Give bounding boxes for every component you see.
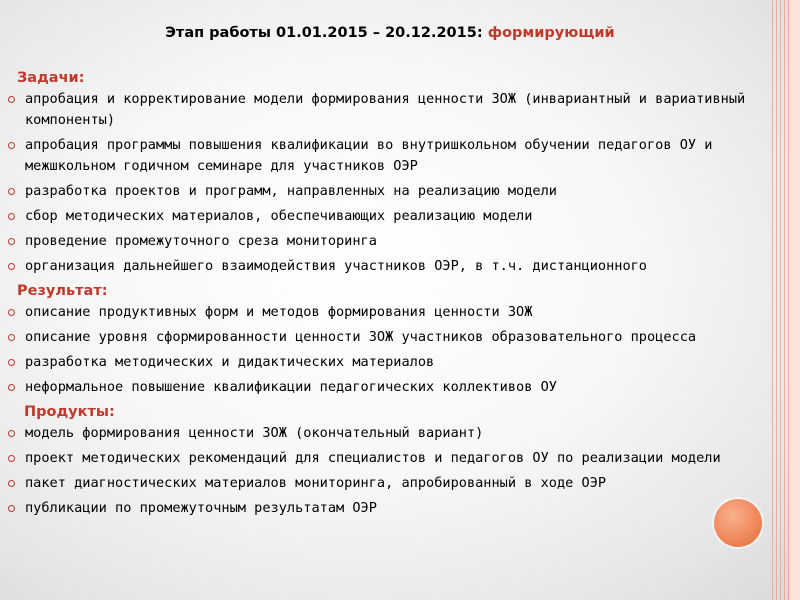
section: [0, 281, 790, 398]
list-item-text: проект методических рекомендаций для специалистов и педагогов ОУ по реализации модели: [25, 450, 721, 466]
decorative-orange-circle: [714, 499, 762, 547]
list-item: [0, 448, 790, 469]
list-item: [0, 231, 790, 252]
list-item-text: неформальное повышение квалификации педагогических коллективов ОУ: [25, 379, 557, 395]
bullet-icon: [8, 309, 15, 316]
section-heading: Продукты:: [24, 404, 115, 420]
bullet-list: [0, 423, 790, 519]
bullet-icon: [8, 263, 15, 270]
bullet-icon: [8, 384, 15, 391]
bullet-icon: [8, 359, 15, 366]
list-item: [0, 327, 790, 348]
bullet-icon: [8, 213, 15, 220]
bullet-icon: [8, 455, 15, 462]
list-item: [0, 473, 790, 494]
list-item: [0, 135, 790, 177]
list-item: [0, 352, 790, 373]
bullet-icon: [8, 238, 15, 245]
list-item-text: пакет диагностических материалов мониторинга, апробированный в ходе ОЭР: [25, 475, 607, 491]
list-item-text: публикации по промежуточным результатам ОЭР: [25, 500, 377, 516]
list-item: [0, 423, 790, 444]
bullet-list: [0, 89, 790, 277]
list-item: [0, 498, 790, 519]
title-period: 01.01.2015 – 20.12.2015:: [276, 25, 483, 41]
list-item: [0, 377, 790, 398]
list-item-text: разработка методических и дидактических материалов: [25, 354, 435, 370]
title-stage: формирующий: [487, 25, 615, 41]
list-item-text: организация дальнейшего взаимодействия участников ОЭР, в т.ч. дистанционного: [25, 258, 647, 274]
bullet-icon: [8, 480, 15, 487]
section: [0, 402, 790, 519]
bullet-icon: [8, 96, 15, 103]
slide-title: [0, 25, 780, 41]
list-item: [0, 206, 790, 227]
bullet-list: [0, 302, 790, 398]
bullet-icon: [8, 430, 15, 437]
bullet-icon: [8, 334, 15, 341]
list-item-text: модель формирования ценности ЗОЖ (окончательный вариант): [25, 425, 484, 441]
list-item: [0, 181, 790, 202]
bullet-icon: [8, 142, 15, 149]
list-item-text: проведение промежуточного среза мониторинга: [25, 233, 377, 249]
list-item-text: описание уровня сформированности ценности ЗОЖ участников образовательного процесса: [25, 329, 697, 345]
list-item: [0, 89, 790, 131]
section-heading: Результат:: [17, 283, 108, 299]
list-item-text: описание продуктивных форм и методов формирования ценности ЗОЖ: [25, 304, 533, 320]
bullet-icon: [8, 505, 15, 512]
list-item-text: апробация программы повышения квалификации во внутришкольном обучении педагогов ОУ и межшкольном годичном семинаре для участников ОЭР: [25, 137, 713, 174]
list-item: [0, 302, 790, 323]
bullet-icon: [8, 188, 15, 195]
title-prefix: Этап работы: [165, 25, 271, 41]
section: [0, 68, 790, 277]
list-item-text: сбор методических материалов, обеспечивающих реализацию модели: [25, 208, 533, 224]
section-heading: Задачи:: [17, 70, 85, 86]
list-item-text: разработка проектов и программ, направленных на реализацию модели: [25, 183, 557, 199]
list-item: [0, 256, 790, 277]
content: [0, 68, 790, 523]
decorative-side-bar: [790, 0, 800, 600]
list-item-text: апробация и корректирование модели формирования ценности ЗОЖ (инвариантный и вариативный компоненты): [25, 91, 746, 128]
